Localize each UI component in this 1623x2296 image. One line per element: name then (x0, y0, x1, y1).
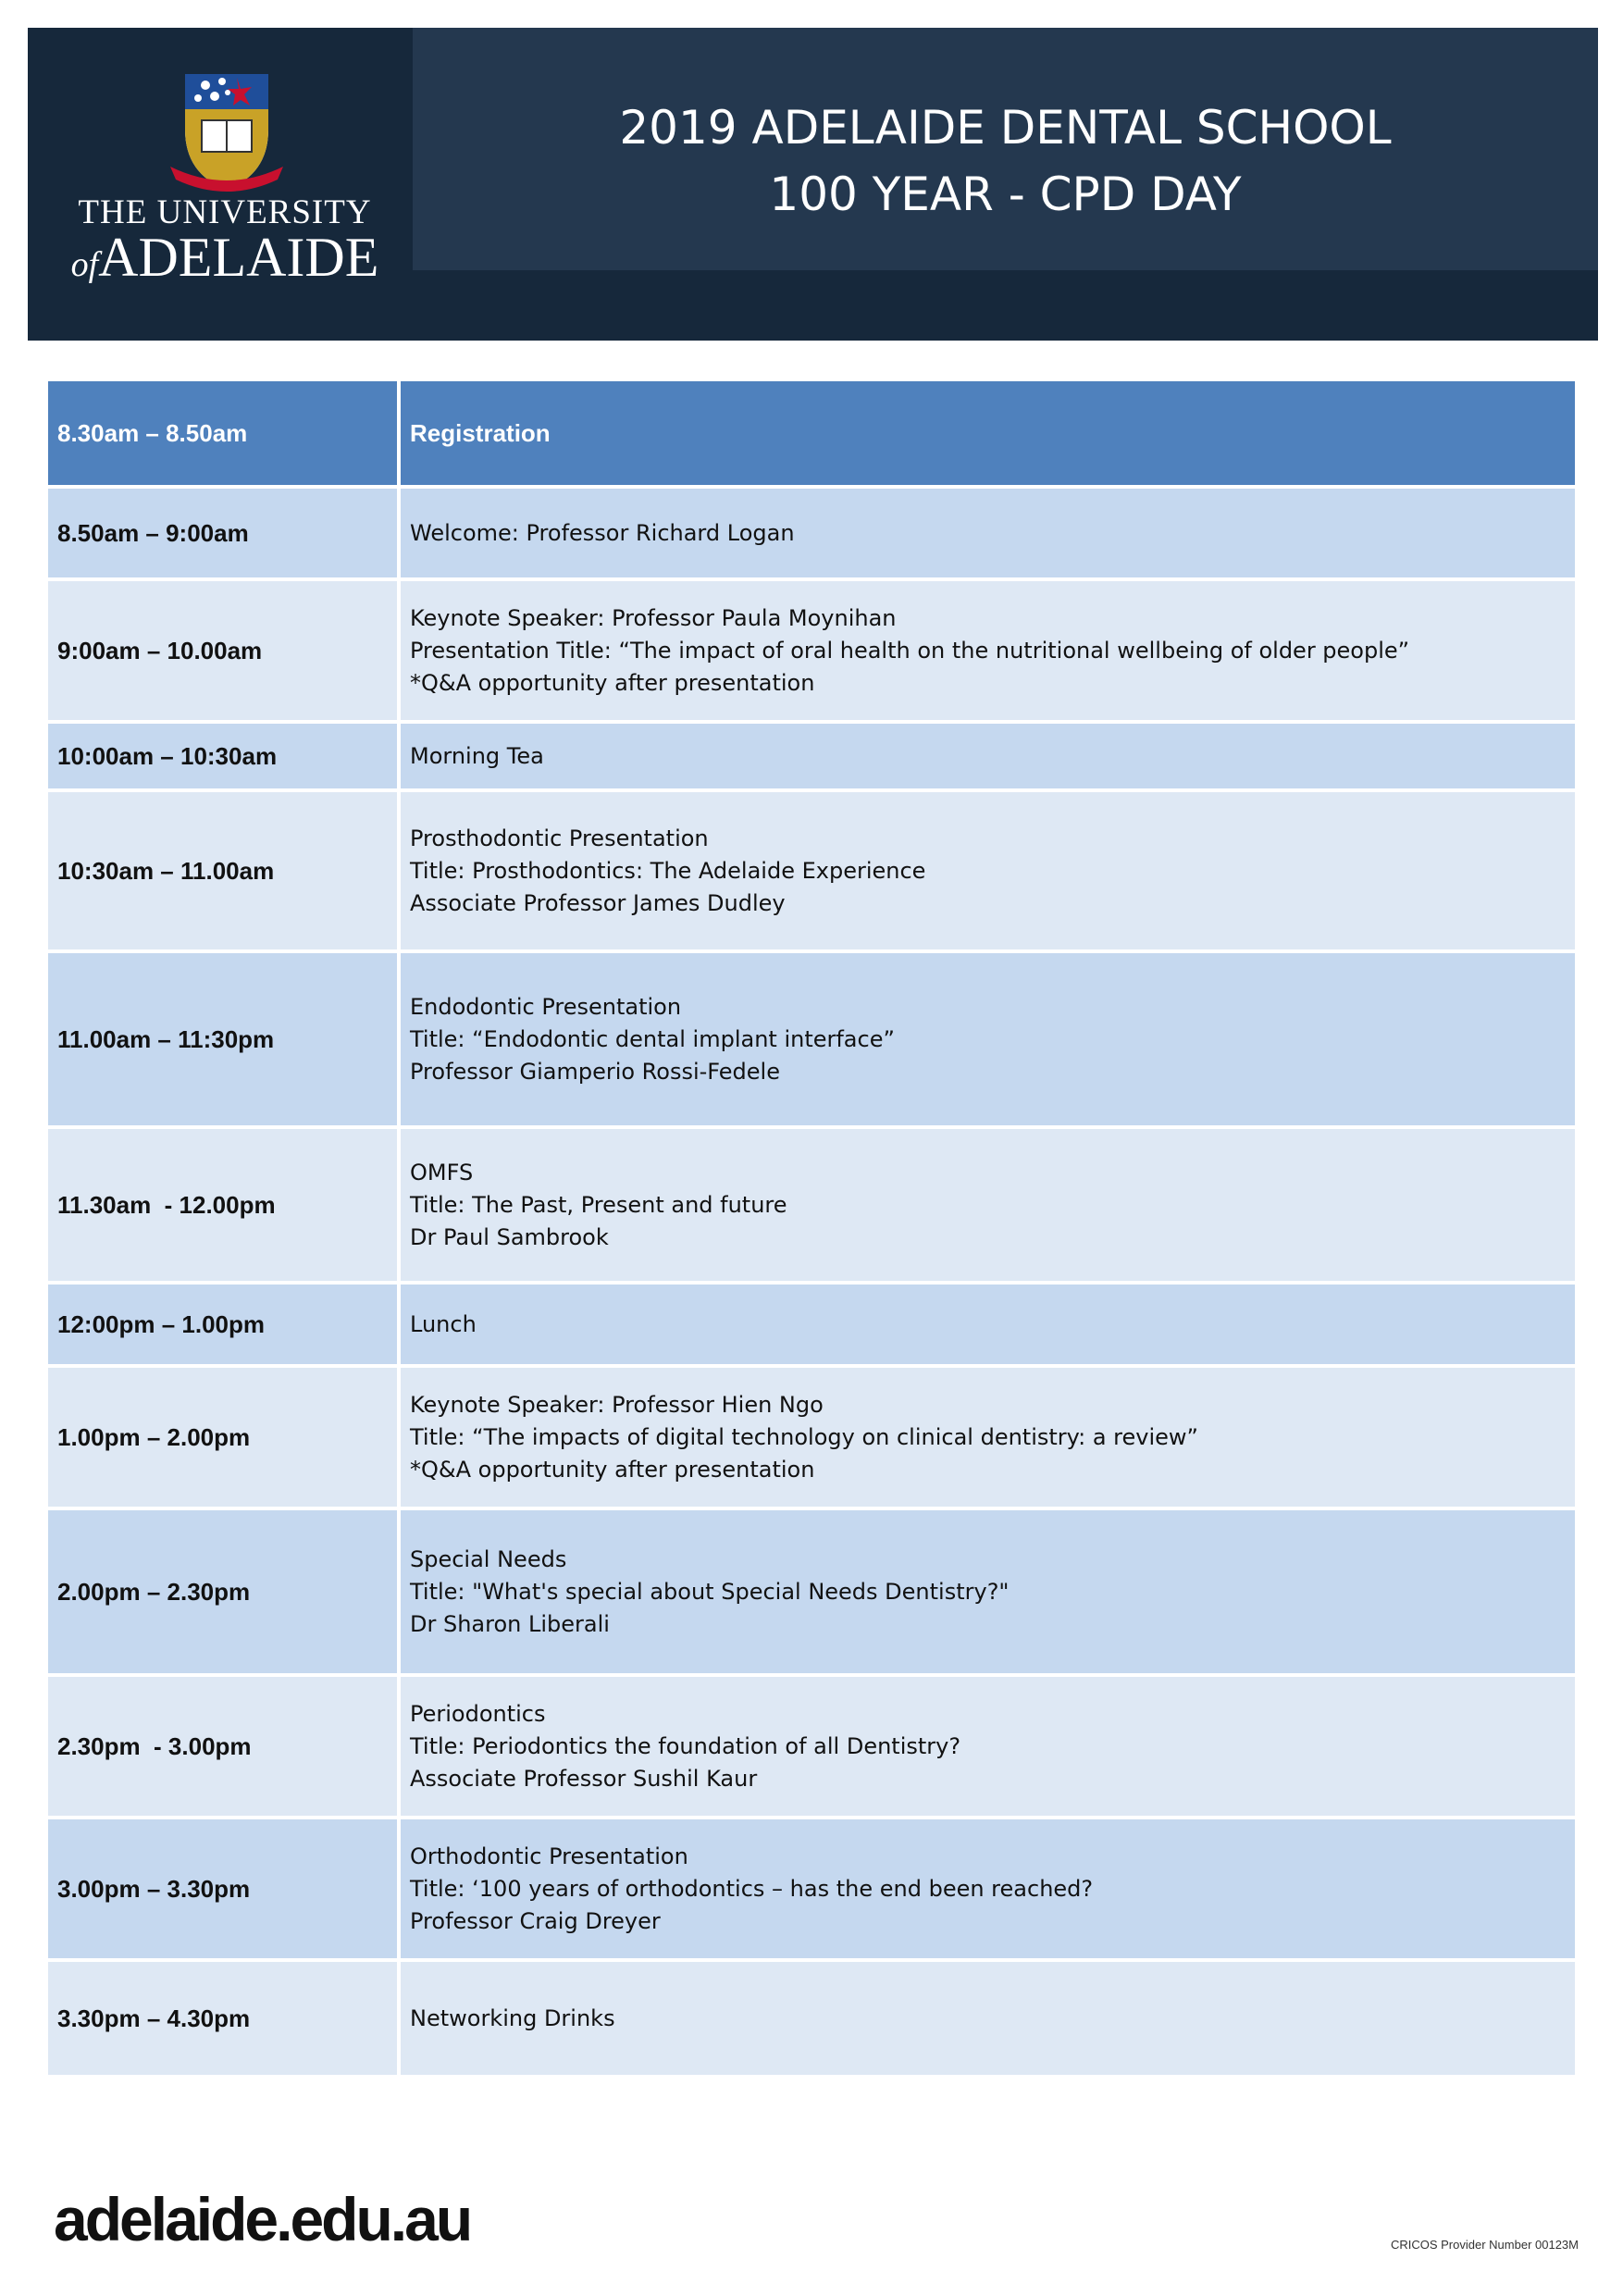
session-detail-line: Orthodontic Presentation (410, 1843, 688, 1869)
session-description (399, 1675, 1577, 1818)
session-time: 10:00am – 10:30am (46, 722, 399, 790)
session-time: 9:00am – 10.00am (46, 579, 399, 722)
session-time: 8.50am – 9:00am (46, 487, 399, 579)
website-url[interactable]: adelaide.edu.au (54, 2185, 471, 2253)
session-detail-line: Registration (410, 418, 551, 447)
session-detail-line: *Q&A opportunity after presentation (410, 1456, 815, 1483)
session-detail-line: Dr Paul Sambrook (410, 1223, 609, 1250)
schedule-row (46, 790, 1577, 951)
session-detail-line: Keynote Speaker: Professor Hien Ngo (410, 1391, 824, 1418)
schedule-row (46, 1818, 1577, 1960)
session-description (399, 1508, 1577, 1675)
session-time: 1.00pm – 2.00pm (46, 1366, 399, 1508)
schedule-row (46, 1960, 1577, 2077)
title-line-2: 100 YEAR - CPD DAY (769, 168, 1242, 221)
session-description (399, 1818, 1577, 1960)
session-detail-line: Welcome: Professor Richard Logan (410, 519, 795, 546)
logo-wordmark-line2 (65, 226, 385, 290)
logo-wordmark-line1: THE UNIVERSITY (78, 193, 372, 231)
session-detail-line: Networking Drinks (410, 2004, 615, 2031)
session-detail-line: Title: ‘100 years of orthodontics – has the end been reached? (410, 1875, 1094, 1902)
session-description (399, 1127, 1577, 1283)
session-detail-line: Title: “The impacts of digital technology on clinical dentistry: a review” (410, 1423, 1198, 1450)
session-time: 10:30am – 11.00am (46, 790, 399, 951)
session-time: 3.30pm – 4.30pm (46, 1960, 399, 2077)
schedule-row (46, 1675, 1577, 1818)
session-description (399, 1283, 1577, 1366)
schedule-row (46, 1366, 1577, 1508)
session-description (399, 487, 1577, 579)
session-detail-line: OMFS (410, 1159, 474, 1185)
schedule-table (44, 378, 1579, 2079)
logo-of: of (70, 245, 99, 284)
schedule-body (46, 379, 1577, 2077)
session-detail-line: Title: Prosthodontics: The Adelaide Experience (410, 857, 926, 884)
session-detail-line: Title: "What's special about Special Needs Dentistry?" (410, 1578, 1010, 1605)
cricos-number: CRICOS Provider Number 00123M (1390, 2238, 1579, 2252)
session-detail-line: Morning Tea (410, 742, 544, 769)
session-detail-line: Title: Periodontics the foundation of all Dentistry? (410, 1732, 961, 1759)
session-time: 12:00pm – 1.00pm (46, 1283, 399, 1366)
session-description (399, 1960, 1577, 2077)
session-detail-line: Title: “Endodontic dental implant interface” (410, 1025, 895, 1052)
session-description (399, 579, 1577, 722)
session-detail-line: Keynote Speaker: Professor Paula Moynihan (410, 604, 897, 631)
session-time: 11.00am – 11:30pm (46, 951, 399, 1127)
session-time: 2.30pm - 3.00pm (46, 1675, 399, 1818)
session-description (399, 722, 1577, 790)
session-detail-line: Title: The Past, Present and future (410, 1191, 787, 1218)
session-detail-line: Periodontics (410, 1700, 546, 1727)
schedule-row (46, 1508, 1577, 1675)
session-time: 2.00pm – 2.30pm (46, 1508, 399, 1675)
university-crest-icon (157, 65, 296, 204)
session-detail-line: Presentation Title: “The impact of oral health on the nutritional wellbeing of older people” (410, 637, 1410, 664)
schedule-row (46, 951, 1577, 1127)
schedule-row (46, 579, 1577, 722)
session-description (399, 379, 1577, 487)
session-detail-line: Endodontic Presentation (410, 993, 682, 1020)
session-detail-line: Dr Sharon Liberali (410, 1610, 610, 1637)
session-detail-line: Associate Professor Sushil Kaur (410, 1765, 758, 1792)
session-time: 3.00pm – 3.30pm (46, 1818, 399, 1960)
schedule-row (46, 1127, 1577, 1283)
session-description (399, 951, 1577, 1127)
title-line-1: 2019 ADELAIDE DENTAL SCHOOL (619, 101, 1392, 155)
page-title (413, 94, 1598, 228)
schedule-row (46, 722, 1577, 790)
session-detail-line: Professor Craig Dreyer (410, 1907, 661, 1934)
logo-adelaide: ADELAIDE (98, 227, 379, 288)
header-banner (28, 28, 1598, 341)
schedule-row (46, 1283, 1577, 1366)
session-detail-line: *Q&A opportunity after presentation (410, 669, 815, 696)
session-detail-line: Prosthodontic Presentation (410, 825, 709, 851)
session-description (399, 790, 1577, 951)
session-detail-line: Special Needs (410, 1545, 567, 1572)
session-time: 8.30am – 8.50am (46, 379, 399, 487)
title-panel (413, 28, 1598, 270)
session-detail-line: Associate Professor James Dudley (410, 889, 786, 916)
session-detail-line: Professor Giamperio Rossi-Fedele (410, 1058, 780, 1085)
schedule-row (46, 379, 1577, 487)
session-detail-line: Lunch (410, 1310, 477, 1337)
session-time: 11.30am - 12.00pm (46, 1127, 399, 1283)
schedule-row (46, 487, 1577, 579)
session-description (399, 1366, 1577, 1508)
